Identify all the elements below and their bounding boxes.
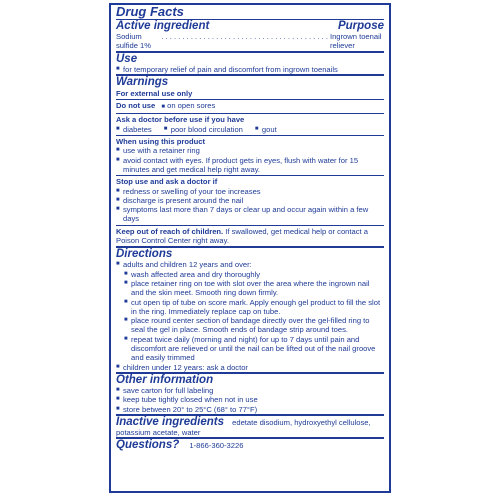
square-bullet-icon: ■ [116, 363, 120, 370]
square-bullet-icon: ■ [124, 270, 128, 277]
purpose-heading: Purpose [337, 20, 384, 32]
square-bullet-icon: ■ [116, 156, 120, 163]
list-item: ■ avoid contact with eyes. If product gets in eyes, flush with water for 15 minutes and get medical help right away. [116, 155, 359, 174]
use-section [116, 53, 384, 76]
active-ingredient-purpose: Ingrown toenail reliever [329, 32, 382, 51]
square-bullet-icon: ■ [116, 386, 120, 393]
keep-out-block: Keep out of reach of children. If swallowed, get medical help or contact a Poison Control Center right away. [116, 226, 368, 246]
directions-section [116, 248, 384, 374]
square-bullet-icon: ■ [116, 261, 120, 268]
square-bullet-icon: ■ [124, 298, 128, 305]
use-heading: Use [116, 52, 138, 65]
list-item: ■ save carton for full labeling [116, 385, 214, 395]
active-ingredient-name: Sodium sulfide 1% [116, 32, 152, 51]
square-bullet-icon: ■ [161, 104, 165, 111]
questions-phone: 1-866-360-3226 [189, 441, 244, 451]
drug-facts-panel [109, 3, 391, 493]
ask-doctor-block: Ask a doctor before use if you have ■ diabetes ■ poor blood circulation ■ gout [116, 114, 384, 136]
do-not-use-block: Do not use ■ on open sores [116, 100, 384, 114]
inactive-ingredients-section [116, 416, 384, 439]
stop-use-block: Stop use and ask a doctor if ■ redness or swelling of your toe increases ■ discharge is present around the nail ■ symptoms last more than 7 days or clear up and occur again within a few days [116, 176, 384, 225]
questions-heading: Questions? [116, 439, 180, 452]
square-bullet-icon: ■ [116, 196, 120, 203]
warnings-heading: Warnings [116, 75, 169, 88]
other-information-heading: Other information [116, 373, 214, 386]
inactive-ingredients-text: edetate disodium, hydroxyethyl cellulose, potassium acetate, water [116, 417, 371, 437]
square-bullet-icon: ■ [124, 317, 128, 324]
list-item: ■ adults and children 12 years and over: [116, 260, 252, 270]
list-item: ■ diabetes [116, 124, 152, 134]
active-ingredient-section [116, 20, 384, 53]
list-item: ■ poor blood circulation [163, 124, 243, 134]
square-bullet-icon: ■ [163, 125, 168, 132]
list-item: ■ redness or swelling of your toe increases [116, 186, 261, 196]
list-item: ■ use with a retainer ring [116, 146, 200, 156]
list-item: ■ children under 12 years: ask a doctor [116, 362, 248, 372]
list-item: ■ place retainer ring on toe with slot over the area where the ingrown nail and the skin meet. Smooth ring down firmly. [124, 278, 370, 298]
active-ingredient-heading: Active ingredient [116, 20, 210, 32]
list-item: ■ discharge is present around the nail [116, 195, 244, 205]
inactive-ingredients-heading: Inactive ingredients [116, 415, 225, 428]
square-bullet-icon: ■ [116, 147, 120, 154]
list-item: ■ gout [254, 124, 277, 134]
square-bullet-icon: ■ [124, 335, 128, 342]
directions-heading: Directions [116, 248, 173, 261]
list-item: ■ repeat twice daily (morning and night) for up to 7 days until pain and discomfort are relieved or until the nail can be lifted out of the nail groove and easily trimmed [124, 334, 376, 363]
square-bullet-icon: ■ [116, 405, 120, 412]
list-item: ■ for temporary relief of pain and discomfort from ingrown toenails [116, 64, 338, 74]
square-bullet-icon: ■ [116, 65, 120, 72]
list-item: ■ cut open tip of tube on score mark. Apply enough gel product to fill the slot in the ring. Immediately replace cap on tube. [124, 297, 381, 316]
questions-section [116, 439, 384, 451]
square-bullet-icon: ■ [116, 396, 120, 403]
list-item: ■ wash affected area and dry thoroughly [124, 269, 261, 279]
other-information-section [116, 374, 384, 416]
list-item: ■ place round center section of bandage directly over the gel-filled ring to seal the gel in place. Smooth ends of bandage strip around toes. [124, 316, 370, 335]
list-item: ■ keep tube tightly closed when not in use [116, 395, 258, 405]
square-bullet-icon: ■ [116, 206, 120, 213]
list-item: ■ symptoms last more than 7 days or clear up and occur again within a few days [116, 205, 369, 224]
square-bullet-icon: ■ [124, 279, 128, 286]
warnings-section [116, 76, 384, 248]
title-section [116, 5, 384, 20]
square-bullet-icon: ■ [254, 125, 259, 132]
list-item: ■ store between 20° to 25°C (68° to 77°F) [116, 404, 258, 414]
square-bullet-icon: ■ [116, 125, 120, 132]
leader-dots: . . . . . . . . . . . . . . . . . . . . . . . . . . . . . . . . . . . . . . . . [161, 32, 328, 41]
square-bullet-icon: ■ [116, 187, 120, 194]
when-using-block: When using this product ■ use with a retainer ring ■ avoid contact with eyes. If product gets in eyes, flush with water for 15 minutes and get medical help right away. [116, 136, 384, 176]
external-use-text: For external use only [116, 88, 193, 98]
drug-facts-title: Drug Facts [116, 4, 184, 19]
